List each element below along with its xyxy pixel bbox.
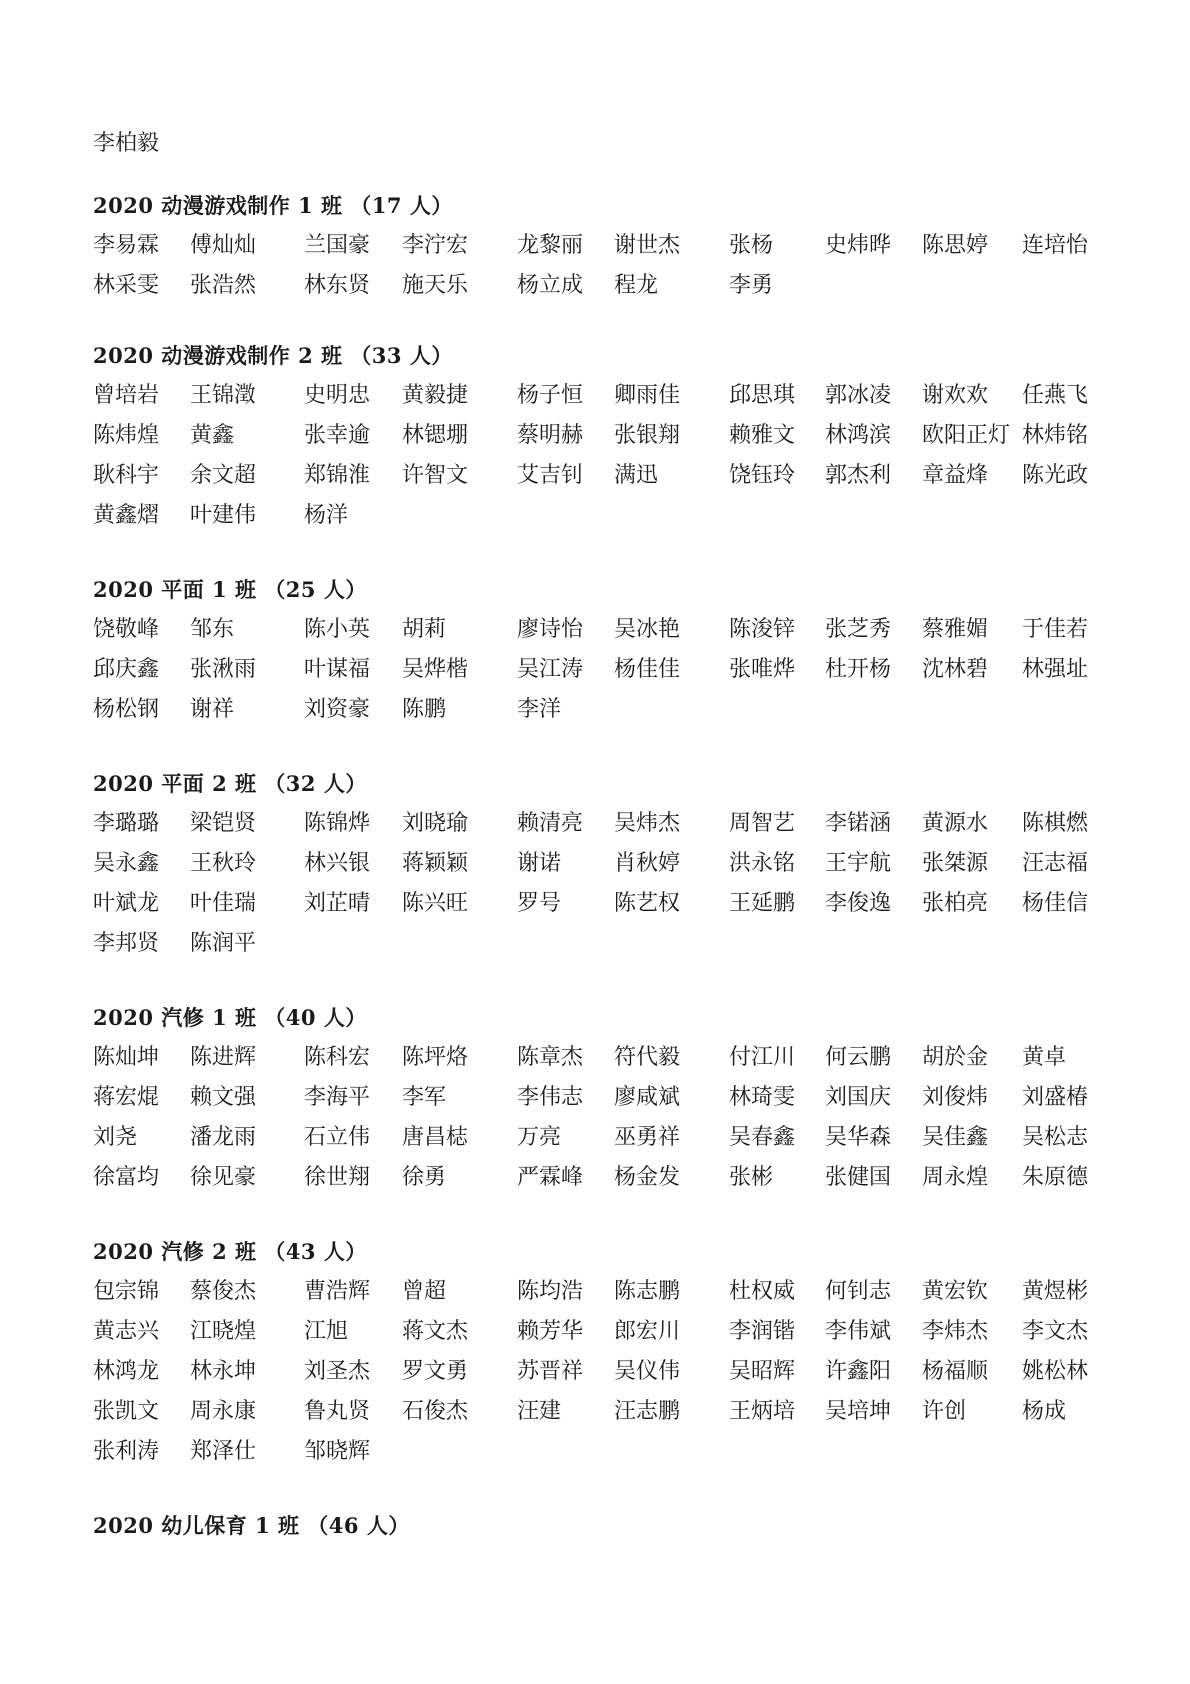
student-name: 江旭	[304, 1319, 349, 1344]
student-name: 章益烽	[922, 463, 989, 488]
student-name: 万亮	[517, 1125, 562, 1150]
student-name: 吴永鑫	[93, 851, 160, 876]
student-name: 吴昭辉	[729, 1359, 796, 1384]
student-name: 蔡雅媚	[922, 617, 989, 642]
student-name: 潘龙雨	[190, 1125, 257, 1150]
student-name: 张湫雨	[190, 657, 257, 682]
student-name: 刘圣杰	[304, 1359, 371, 1384]
student-name: 史明忠	[304, 383, 371, 408]
student-name: 陈锦烨	[304, 811, 371, 836]
student-name: 林采雯	[93, 273, 160, 298]
student-name: 陈思婷	[922, 233, 989, 258]
student-name: 蔡明赫	[517, 423, 584, 448]
student-name: 郭冰凌	[825, 383, 892, 408]
student-name: 王锦澂	[190, 383, 257, 408]
student-name: 满迅	[614, 463, 659, 488]
student-name: 洪永铭	[729, 851, 796, 876]
student-name: 杨福顺	[922, 1359, 989, 1384]
class-section	[93, 336, 1103, 536]
student-name: 王炳培	[729, 1399, 796, 1424]
student-name: 许智文	[402, 463, 469, 488]
student-name: 叶建伟	[190, 503, 257, 528]
carryover-name: 李柏毅	[93, 131, 160, 156]
class-heading: 2020 幼儿保育 1 班 （46 人）	[93, 1513, 410, 1538]
student-name: 陈章杰	[517, 1045, 584, 1070]
student-name: 赖芳华	[517, 1319, 584, 1344]
class-section	[93, 186, 1103, 306]
student-name: 林鸿滨	[825, 423, 892, 448]
student-name: 黄毅捷	[402, 383, 469, 408]
student-name: 黄源水	[922, 811, 989, 836]
student-name: 赖清亮	[517, 811, 584, 836]
student-name: 黄宏钦	[922, 1279, 989, 1304]
class-section	[93, 570, 1103, 730]
student-name: 陈浚锌	[729, 617, 796, 642]
student-name: 廖诗怡	[517, 617, 584, 642]
student-name: 陈均浩	[517, 1279, 584, 1304]
student-name-grid	[93, 804, 1103, 964]
student-name: 黄煜彬	[1022, 1279, 1089, 1304]
student-name: 欧阳正灯	[922, 423, 1011, 448]
student-name: 赖雅文	[729, 423, 796, 448]
student-name: 张浩然	[190, 273, 257, 298]
student-name: 刘俊炜	[922, 1085, 989, 1110]
student-name-grid	[93, 1272, 1103, 1472]
class-heading: 2020 动漫游戏制作 2 班 （33 人）	[93, 343, 453, 368]
student-name: 罗号	[517, 891, 562, 916]
student-name: 汪志鹏	[614, 1399, 681, 1424]
student-name: 叶佳瑞	[190, 891, 257, 916]
student-name: 杨成	[1022, 1399, 1067, 1424]
student-name: 朱原德	[1022, 1165, 1089, 1190]
student-name: 江晓煌	[190, 1319, 257, 1344]
student-name: 郎宏川	[614, 1319, 681, 1344]
student-name: 郑泽仕	[190, 1439, 257, 1464]
student-name: 林永坤	[190, 1359, 257, 1384]
student-name: 黄志兴	[93, 1319, 160, 1344]
class-section	[93, 1232, 1103, 1472]
student-name: 唐昌梽	[402, 1125, 469, 1150]
student-name: 吴江涛	[517, 657, 584, 682]
class-section	[93, 1506, 1103, 1546]
student-name: 张唯烨	[729, 657, 796, 682]
student-name: 陈兴旺	[402, 891, 469, 916]
student-name: 兰国豪	[304, 233, 371, 258]
student-name: 耿科宇	[93, 463, 160, 488]
student-name: 陈科宏	[304, 1045, 371, 1070]
student-name: 李文杰	[1022, 1319, 1089, 1344]
student-name: 林强址	[1022, 657, 1089, 682]
student-name: 李海平	[304, 1085, 371, 1110]
student-name: 陈志鹏	[614, 1279, 681, 1304]
student-name: 严霖峰	[517, 1165, 584, 1190]
student-name: 肖秋婷	[614, 851, 681, 876]
student-name: 蒋颖颖	[402, 851, 469, 876]
student-name-grid	[93, 226, 1103, 306]
student-name: 许鑫阳	[825, 1359, 892, 1384]
student-name: 陈鹏	[402, 697, 447, 722]
student-name: 张银翔	[614, 423, 681, 448]
student-name: 李俊逸	[825, 891, 892, 916]
student-name: 李伟斌	[825, 1319, 892, 1344]
student-name: 谢世杰	[614, 233, 681, 258]
student-name: 李易霖	[93, 233, 160, 258]
student-name: 石立伟	[304, 1125, 371, 1150]
student-name: 邱思琪	[729, 383, 796, 408]
student-name: 苏晋祥	[517, 1359, 584, 1384]
student-name: 陈坪烙	[402, 1045, 469, 1070]
student-name: 杨佳信	[1022, 891, 1089, 916]
student-name: 陈光政	[1022, 463, 1089, 488]
student-name: 杜权威	[729, 1279, 796, 1304]
student-name: 张桀源	[922, 851, 989, 876]
student-name: 郭杰利	[825, 463, 892, 488]
class-heading: 2020 平面 2 班 （32 人）	[93, 771, 367, 796]
student-name: 汪建	[517, 1399, 562, 1424]
student-name: 李勇	[729, 273, 774, 298]
student-name: 杨金发	[614, 1165, 681, 1190]
student-name: 史炜晔	[825, 233, 892, 258]
student-name: 于佳若	[1022, 617, 1089, 642]
student-name: 艾吉钊	[517, 463, 584, 488]
student-name: 张柏亮	[922, 891, 989, 916]
student-name: 吴松志	[1022, 1125, 1089, 1150]
student-name: 吴冰艳	[614, 617, 681, 642]
student-name: 徐富均	[93, 1165, 160, 1190]
student-name: 叶斌龙	[93, 891, 160, 916]
student-name: 吴培坤	[825, 1399, 892, 1424]
student-name: 邹晓辉	[304, 1439, 371, 1464]
student-name: 龙黎丽	[517, 233, 584, 258]
student-name: 符代毅	[614, 1045, 681, 1070]
student-name-grid	[93, 1038, 1103, 1198]
student-name: 陈润平	[190, 931, 257, 956]
student-name: 沈林碧	[922, 657, 989, 682]
student-name: 吴烨楷	[402, 657, 469, 682]
student-name: 杨子恒	[517, 383, 584, 408]
student-name: 林鸿龙	[93, 1359, 160, 1384]
student-name: 周智艺	[729, 811, 796, 836]
student-name: 王宇航	[825, 851, 892, 876]
student-name: 鲁丸贤	[304, 1399, 371, 1424]
student-name: 饶敬峰	[93, 617, 160, 642]
student-name: 付江川	[729, 1045, 796, 1070]
student-name: 刘资豪	[304, 697, 371, 722]
student-name: 李泞宏	[402, 233, 469, 258]
student-name: 李伟志	[517, 1085, 584, 1110]
student-name: 李邦贤	[93, 931, 160, 956]
student-name: 巫勇祥	[614, 1125, 681, 1150]
student-name: 曾超	[402, 1279, 447, 1304]
student-name: 吴仪伟	[614, 1359, 681, 1384]
student-name: 曹浩辉	[304, 1279, 371, 1304]
student-name: 余文超	[190, 463, 257, 488]
student-name: 程龙	[614, 273, 659, 298]
student-name: 任燕飞	[1022, 383, 1089, 408]
student-name: 李炜杰	[922, 1319, 989, 1344]
student-name: 何钊志	[825, 1279, 892, 1304]
student-name: 胡莉	[402, 617, 447, 642]
student-name: 吴佳鑫	[922, 1125, 989, 1150]
student-name: 杨立成	[517, 273, 584, 298]
student-name: 连培怡	[1022, 233, 1089, 258]
student-name: 徐见豪	[190, 1165, 257, 1190]
student-name: 谢祥	[190, 697, 235, 722]
student-name: 周永煌	[922, 1165, 989, 1190]
student-name: 汪志福	[1022, 851, 1089, 876]
student-name: 张彬	[729, 1165, 774, 1190]
class-heading: 2020 平面 1 班 （25 人）	[93, 577, 367, 602]
student-name: 谢诺	[517, 851, 562, 876]
class-heading: 2020 动漫游戏制作 1 班 （17 人）	[93, 193, 453, 218]
student-name: 刘国庆	[825, 1085, 892, 1110]
student-name: 刘芷晴	[304, 891, 371, 916]
student-name: 林琦雯	[729, 1085, 796, 1110]
student-name: 陈小英	[304, 617, 371, 642]
class-section	[93, 998, 1103, 1198]
student-name: 林东贤	[304, 273, 371, 298]
student-name: 刘尧	[93, 1125, 138, 1150]
student-name: 蒋文杰	[402, 1319, 469, 1344]
student-name: 陈棋燃	[1022, 811, 1089, 836]
student-name: 林兴银	[304, 851, 371, 876]
student-name: 蔡俊杰	[190, 1279, 257, 1304]
student-name: 许创	[922, 1399, 967, 1424]
student-name: 林锶堋	[402, 423, 469, 448]
student-name: 杨洋	[304, 503, 349, 528]
student-name: 吴春鑫	[729, 1125, 796, 1150]
class-heading: 2020 汽修 1 班 （40 人）	[93, 1005, 367, 1030]
student-name: 杜开杨	[825, 657, 892, 682]
student-name-grid	[93, 376, 1103, 536]
student-name: 吴华森	[825, 1125, 892, 1150]
student-name: 李洋	[517, 697, 562, 722]
student-name: 施天乐	[402, 273, 469, 298]
student-name: 邹东	[190, 617, 235, 642]
student-name: 杨松钢	[93, 697, 160, 722]
student-name: 胡於金	[922, 1045, 989, 1070]
student-name: 陈炜煌	[93, 423, 160, 448]
student-name: 王秋玲	[190, 851, 257, 876]
student-name: 刘盛椿	[1022, 1085, 1089, 1110]
student-name: 杨佳佳	[614, 657, 681, 682]
class-sections	[93, 186, 1103, 1546]
class-heading: 2020 汽修 2 班 （43 人）	[93, 1239, 367, 1264]
student-name: 包宗锦	[93, 1279, 160, 1304]
student-name: 陈灿坤	[93, 1045, 160, 1070]
student-name: 姚松林	[1022, 1359, 1089, 1384]
student-name: 徐勇	[402, 1165, 447, 1190]
student-name: 张幸逾	[304, 423, 371, 448]
student-name: 李军	[402, 1085, 447, 1110]
student-name-grid	[93, 610, 1103, 730]
student-name: 陈艺权	[614, 891, 681, 916]
student-name: 邱庆鑫	[93, 657, 160, 682]
student-name: 张杨	[729, 233, 774, 258]
student-name: 傅灿灿	[190, 233, 257, 258]
student-name: 何云鹏	[825, 1045, 892, 1070]
student-name: 刘晓瑜	[402, 811, 469, 836]
student-name: 罗文勇	[402, 1359, 469, 1384]
student-name: 石俊杰	[402, 1399, 469, 1424]
student-name: 李璐璐	[93, 811, 160, 836]
student-name: 李锘涵	[825, 811, 892, 836]
student-name: 廖咸斌	[614, 1085, 681, 1110]
student-name: 张芝秀	[825, 617, 892, 642]
student-name: 黄鑫熠	[93, 503, 160, 528]
student-name: 林炜铭	[1022, 423, 1089, 448]
student-name: 梁铠贤	[190, 811, 257, 836]
student-name: 李润锴	[729, 1319, 796, 1344]
student-name: 饶钰玲	[729, 463, 796, 488]
student-name: 王延鹏	[729, 891, 796, 916]
student-name: 曾培岩	[93, 383, 160, 408]
student-name: 郑锦淮	[304, 463, 371, 488]
student-name: 叶谋福	[304, 657, 371, 682]
student-name: 赖文强	[190, 1085, 257, 1110]
student-name: 黄鑫	[190, 423, 235, 448]
student-name: 黄卓	[1022, 1045, 1067, 1070]
class-section	[93, 764, 1103, 964]
student-name: 谢欢欢	[922, 383, 989, 408]
student-name: 陈进辉	[190, 1045, 257, 1070]
document-page	[93, 124, 1103, 1580]
student-name: 徐世翔	[304, 1165, 371, 1190]
student-name: 张利涛	[93, 1439, 160, 1464]
student-name: 张凯文	[93, 1399, 160, 1424]
student-name: 周永康	[190, 1399, 257, 1424]
student-name: 蒋宏焜	[93, 1085, 160, 1110]
student-name: 卿雨佳	[614, 383, 681, 408]
student-name: 张健国	[825, 1165, 892, 1190]
student-name: 吴炜杰	[614, 811, 681, 836]
